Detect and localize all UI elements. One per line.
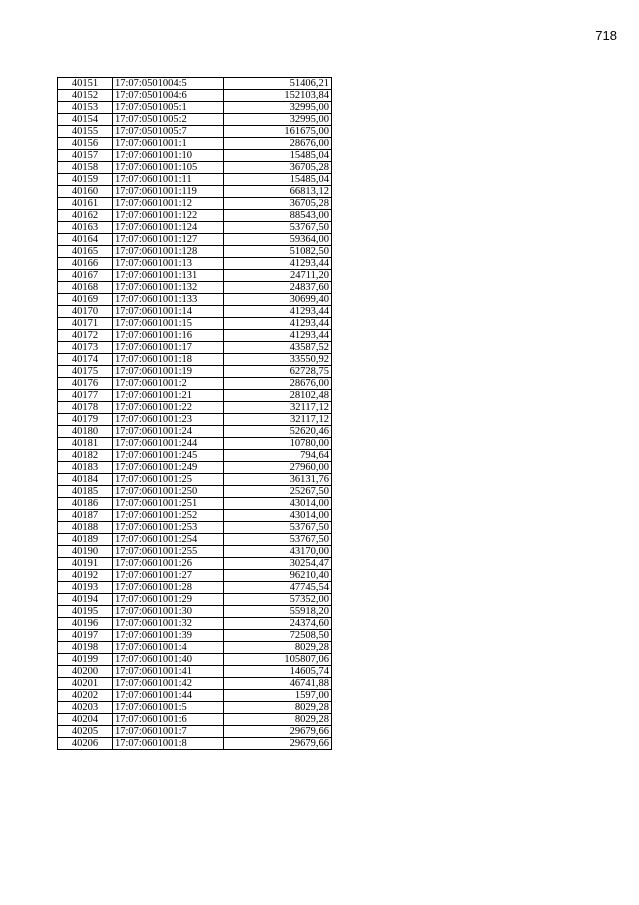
cadastral-number-cell: 17:07:0601001:12 [113,198,224,210]
row-number-cell: 40156 [58,138,113,150]
table-row [58,270,332,282]
cadastral-number-cell: 17:07:0601001:128 [113,246,224,258]
value-cell: 1597,00 [224,690,332,702]
table-row [58,510,332,522]
row-number-cell: 40189 [58,534,113,546]
row-number-cell: 40174 [58,354,113,366]
table-row [58,102,332,114]
table-row [58,354,332,366]
table-row [58,390,332,402]
table-row [58,546,332,558]
value-cell: 15485,04 [224,150,332,162]
cadastral-number-cell: 17:07:0601001:132 [113,282,224,294]
cadastral-number-cell: 17:07:0601001:32 [113,618,224,630]
row-number-cell: 40206 [58,738,113,750]
row-number-cell: 40193 [58,582,113,594]
table-row [58,174,332,186]
value-cell: 53767,50 [224,522,332,534]
table-row [58,690,332,702]
row-number-cell: 40153 [58,102,113,114]
row-number-cell: 40155 [58,126,113,138]
cadastral-number-cell: 17:07:0601001:119 [113,186,224,198]
value-cell: 14605,74 [224,666,332,678]
value-cell: 161675,00 [224,126,332,138]
cadastral-number-cell: 17:07:0601001:133 [113,294,224,306]
value-cell: 32995,00 [224,102,332,114]
value-cell: 28676,00 [224,378,332,390]
value-cell: 28676,00 [224,138,332,150]
table-row [58,534,332,546]
table-row [58,618,332,630]
row-number-cell: 40171 [58,318,113,330]
row-number-cell: 40166 [58,258,113,270]
row-number-cell: 40186 [58,498,113,510]
row-number-cell: 40165 [58,246,113,258]
table-row [58,258,332,270]
cadastral-number-cell: 17:07:0501004:6 [113,90,224,102]
row-number-cell: 40152 [58,90,113,102]
row-number-cell: 40154 [58,114,113,126]
row-number-cell: 40175 [58,366,113,378]
table-row [58,126,332,138]
row-number-cell: 40191 [58,558,113,570]
cadastral-number-cell: 17:07:0601001:251 [113,498,224,510]
table-row [58,522,332,534]
table-row [58,414,332,426]
cadastral-number-cell: 17:07:0601001:255 [113,546,224,558]
cadastral-number-cell: 17:07:0601001:19 [113,366,224,378]
row-number-cell: 40160 [58,186,113,198]
cadastral-number-cell: 17:07:0601001:28 [113,582,224,594]
cadastral-number-cell: 17:07:0601001:127 [113,234,224,246]
table-row [58,330,332,342]
row-number-cell: 40151 [58,78,113,90]
cadastral-number-cell: 17:07:0601001:17 [113,342,224,354]
row-number-cell: 40204 [58,714,113,726]
cadastral-number-cell: 17:07:0601001:8 [113,738,224,750]
value-cell: 55918,20 [224,606,332,618]
row-number-cell: 40205 [58,726,113,738]
row-number-cell: 40181 [58,438,113,450]
row-number-cell: 40182 [58,450,113,462]
table-row [58,738,332,750]
table-row [58,582,332,594]
row-number-cell: 40159 [58,174,113,186]
value-cell: 59364,00 [224,234,332,246]
cadastral-number-cell: 17:07:0501004:5 [113,78,224,90]
cadastral-value-table [57,77,332,750]
table-row [58,438,332,450]
value-cell: 62728,75 [224,366,332,378]
cadastral-number-cell: 17:07:0601001:7 [113,726,224,738]
value-cell: 46741,88 [224,678,332,690]
value-cell: 27960,00 [224,462,332,474]
row-number-cell: 40201 [58,678,113,690]
cadastral-number-cell: 17:07:0601001:10 [113,150,224,162]
table-row [58,726,332,738]
table-row [58,702,332,714]
row-number-cell: 40194 [58,594,113,606]
value-cell: 152103,84 [224,90,332,102]
value-cell: 36705,28 [224,198,332,210]
row-number-cell: 40203 [58,702,113,714]
row-number-cell: 40162 [58,210,113,222]
cadastral-number-cell: 17:07:0601001:23 [113,414,224,426]
table-row [58,246,332,258]
row-number-cell: 40173 [58,342,113,354]
value-cell: 36131,76 [224,474,332,486]
cadastral-number-cell: 17:07:0601001:15 [113,318,224,330]
row-number-cell: 40197 [58,630,113,642]
row-number-cell: 40158 [58,162,113,174]
value-cell: 24711,20 [224,270,332,282]
value-cell: 8029,28 [224,642,332,654]
table-row [58,678,332,690]
value-cell: 51406,21 [224,78,332,90]
cadastral-number-cell: 17:07:0601001:1 [113,138,224,150]
value-cell: 53767,50 [224,222,332,234]
cadastral-number-cell: 17:07:0601001:18 [113,354,224,366]
page-number: 718 [595,28,617,43]
row-number-cell: 40164 [58,234,113,246]
table-row [58,462,332,474]
cadastral-number-cell: 17:07:0601001:22 [113,402,224,414]
value-cell: 29679,66 [224,738,332,750]
table-row [58,654,332,666]
table-row [58,138,332,150]
row-number-cell: 40178 [58,402,113,414]
cadastral-number-cell: 17:07:0601001:39 [113,630,224,642]
value-cell: 10780,00 [224,438,332,450]
table-row [58,642,332,654]
cadastral-number-cell: 17:07:0601001:2 [113,378,224,390]
table-row [58,282,332,294]
cadastral-number-cell: 17:07:0601001:11 [113,174,224,186]
row-number-cell: 40187 [58,510,113,522]
cadastral-number-cell: 17:07:0601001:16 [113,330,224,342]
cadastral-number-cell: 17:07:0601001:5 [113,702,224,714]
cadastral-number-cell: 17:07:0601001:44 [113,690,224,702]
table-row [58,714,332,726]
value-cell: 30254,47 [224,558,332,570]
value-cell: 28102,48 [224,390,332,402]
cadastral-number-cell: 17:07:0601001:131 [113,270,224,282]
row-number-cell: 40184 [58,474,113,486]
cadastral-number-cell: 17:07:0601001:30 [113,606,224,618]
cadastral-number-cell: 17:07:0601001:249 [113,462,224,474]
row-number-cell: 40170 [58,306,113,318]
row-number-cell: 40188 [58,522,113,534]
row-number-cell: 40168 [58,282,113,294]
value-cell: 29679,66 [224,726,332,738]
table-row [58,186,332,198]
value-cell: 33550,92 [224,354,332,366]
value-cell: 32117,12 [224,402,332,414]
table-row [58,150,332,162]
row-number-cell: 40190 [58,546,113,558]
table-row [58,198,332,210]
value-cell: 51082,50 [224,246,332,258]
table-row [58,558,332,570]
cadastral-number-cell: 17:07:0601001:250 [113,486,224,498]
value-cell: 24837,60 [224,282,332,294]
row-number-cell: 40196 [58,618,113,630]
row-number-cell: 40183 [58,462,113,474]
table-row [58,594,332,606]
table-row [58,402,332,414]
row-number-cell: 40202 [58,690,113,702]
cadastral-number-cell: 17:07:0601001:254 [113,534,224,546]
cadastral-number-cell: 17:07:0601001:124 [113,222,224,234]
table-row [58,318,332,330]
value-cell: 32995,00 [224,114,332,126]
cadastral-number-cell: 17:07:0601001:122 [113,210,224,222]
row-number-cell: 40157 [58,150,113,162]
value-cell: 41293,44 [224,306,332,318]
value-cell: 53767,50 [224,534,332,546]
table-row [58,570,332,582]
row-number-cell: 40167 [58,270,113,282]
table-row [58,342,332,354]
table-row [58,366,332,378]
cadastral-number-cell: 17:07:0601001:42 [113,678,224,690]
row-number-cell: 40177 [58,390,113,402]
value-cell: 52620,46 [224,426,332,438]
cadastral-number-cell: 17:07:0601001:24 [113,426,224,438]
cadastral-number-cell: 17:07:0501005:7 [113,126,224,138]
value-cell: 43014,00 [224,510,332,522]
value-cell: 41293,44 [224,318,332,330]
row-number-cell: 40161 [58,198,113,210]
table-row [58,222,332,234]
row-number-cell: 40172 [58,330,113,342]
row-number-cell: 40179 [58,414,113,426]
value-cell: 66813,12 [224,186,332,198]
value-cell: 41293,44 [224,258,332,270]
value-cell: 105807,06 [224,654,332,666]
value-cell: 47745,54 [224,582,332,594]
value-cell: 24374,60 [224,618,332,630]
row-number-cell: 40198 [58,642,113,654]
cadastral-number-cell: 17:07:0601001:14 [113,306,224,318]
table-row [58,162,332,174]
cadastral-number-cell: 17:07:0601001:21 [113,390,224,402]
table-row [58,306,332,318]
value-cell: 57352,00 [224,594,332,606]
cadastral-number-cell: 17:07:0601001:25 [113,474,224,486]
table-row [58,606,332,618]
cadastral-number-cell: 17:07:0601001:244 [113,438,224,450]
row-number-cell: 40169 [58,294,113,306]
table-row [58,474,332,486]
table-row [58,498,332,510]
value-cell: 15485,04 [224,174,332,186]
row-number-cell: 40192 [58,570,113,582]
table-row [58,666,332,678]
cadastral-number-cell: 17:07:0601001:252 [113,510,224,522]
row-number-cell: 40199 [58,654,113,666]
cadastral-number-cell: 17:07:0601001:13 [113,258,224,270]
table-row [58,630,332,642]
cadastral-number-cell: 17:07:0501005:1 [113,102,224,114]
cadastral-number-cell: 17:07:0601001:41 [113,666,224,678]
value-cell: 8029,28 [224,714,332,726]
cadastral-number-cell: 17:07:0601001:26 [113,558,224,570]
row-number-cell: 40195 [58,606,113,618]
table-row [58,450,332,462]
row-number-cell: 40185 [58,486,113,498]
table-row [58,90,332,102]
value-cell: 43014,00 [224,498,332,510]
table-row [58,378,332,390]
cadastral-number-cell: 17:07:0601001:105 [113,162,224,174]
value-cell: 8029,28 [224,702,332,714]
cadastral-number-cell: 17:07:0601001:40 [113,654,224,666]
row-number-cell: 40200 [58,666,113,678]
row-number-cell: 40176 [58,378,113,390]
value-cell: 25267,50 [224,486,332,498]
table-row [58,426,332,438]
table-row [58,210,332,222]
value-cell: 41293,44 [224,330,332,342]
value-cell: 794,64 [224,450,332,462]
cadastral-number-cell: 17:07:0601001:29 [113,594,224,606]
value-cell: 32117,12 [224,414,332,426]
table-row [58,78,332,90]
value-cell: 43587,52 [224,342,332,354]
row-number-cell: 40180 [58,426,113,438]
table-row [58,234,332,246]
value-cell: 36705,28 [224,162,332,174]
value-cell: 96210,40 [224,570,332,582]
value-cell: 30699,40 [224,294,332,306]
table-row [58,114,332,126]
cadastral-number-cell: 17:07:0601001:27 [113,570,224,582]
table-row [58,294,332,306]
value-cell: 43170,00 [224,546,332,558]
table-body [58,78,332,750]
value-cell: 72508,50 [224,630,332,642]
cadastral-number-cell: 17:07:0601001:6 [113,714,224,726]
value-cell: 88543,00 [224,210,332,222]
cadastral-number-cell: 17:07:0601001:253 [113,522,224,534]
cadastral-number-cell: 17:07:0501005:2 [113,114,224,126]
row-number-cell: 40163 [58,222,113,234]
cadastral-number-cell: 17:07:0601001:245 [113,450,224,462]
table-row [58,486,332,498]
cadastral-number-cell: 17:07:0601001:4 [113,642,224,654]
